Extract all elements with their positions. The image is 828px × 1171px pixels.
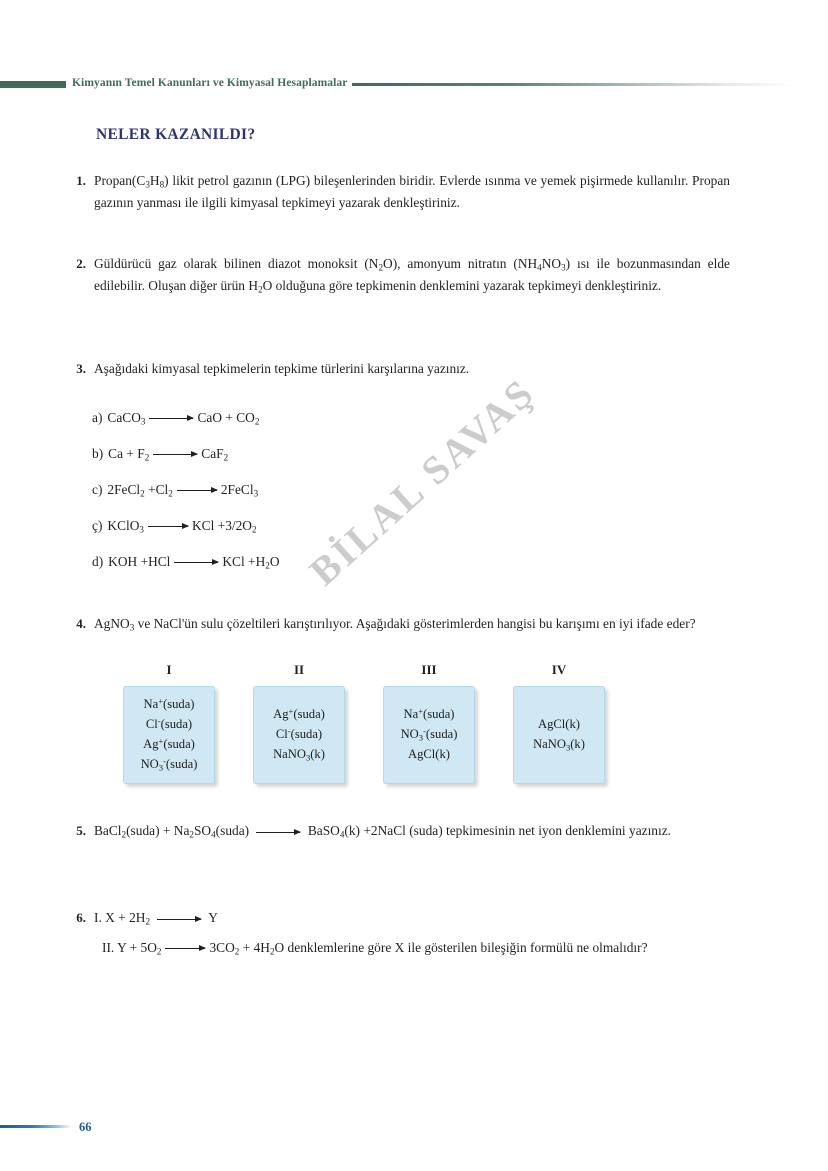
question-6-reactants: II. $Y + 5O_2$ xyxy=(102,940,162,957)
question-4-number: 4. xyxy=(76,616,86,631)
ion-species: Na+(suda) xyxy=(403,706,455,722)
option-numeral-1: I xyxy=(166,662,172,677)
option-numeral-row xyxy=(104,662,624,678)
option-cell-1 xyxy=(104,686,234,784)
question-1-number: 1. xyxy=(76,173,86,188)
equation-row-d xyxy=(92,544,280,580)
footer-gradient-rule xyxy=(0,1125,72,1128)
ion-species: Ag+(suda) xyxy=(273,706,325,722)
equation-c-products: 2FeCl$_3$ xyxy=(220,481,259,499)
ion-species: Cl-(suda) xyxy=(275,726,323,742)
header-gradient-rule xyxy=(352,83,801,86)
option-box-2[interactable] xyxy=(253,686,345,784)
ion-species: $NO_3^-(suda)$ xyxy=(400,726,458,743)
question-6 xyxy=(72,907,218,929)
question-6-line-2 xyxy=(102,940,648,957)
header-accent-bar xyxy=(0,81,66,88)
ion-species: NaNO$_3$(k) xyxy=(533,736,585,753)
ion-species: $NO_3^-(suda)$ xyxy=(140,756,198,773)
reaction-arrow-icon xyxy=(148,521,188,531)
option-box-4[interactable] xyxy=(513,686,605,784)
question-2 xyxy=(72,253,730,298)
equation-a-reactants: CaCO$_3$ xyxy=(107,409,146,427)
option-numeral-2: II xyxy=(293,662,305,677)
equation-b-products: CaF$_2$ xyxy=(201,445,229,463)
question-1 xyxy=(72,170,730,214)
ion-species: AgCl(k) xyxy=(408,746,450,761)
question-4-text: AgNO$_3$ ve NaCl'ün sulu çözeltileri karıştırılıyor. Aşağıdaki gösterimlerden hangisi bu karışımı en iyi ifade eder? xyxy=(94,616,696,633)
section-title: NELER KAZANILDI? xyxy=(96,126,256,143)
question-3-number: 3. xyxy=(76,361,86,376)
equation-c-label: c) xyxy=(92,482,103,497)
equation-d-products: KCl $+H_2O$ xyxy=(222,553,280,571)
reaction-arrow-icon xyxy=(165,943,205,953)
reaction-arrow-icon xyxy=(174,557,218,567)
option-boxes-row xyxy=(104,686,624,784)
equation-c-reactants: 2FeCl$_2$ $+Cl_2$ xyxy=(107,481,173,499)
equation-a-label: a) xyxy=(92,410,103,425)
question-5 xyxy=(72,820,730,842)
question-3-equation-list xyxy=(92,400,280,580)
question-6-products-and-prompt: $3CO_2 + 4H_2O$ denklemlerine göre X ile gösterilen bileşiğin formülü ne olmalıdır? xyxy=(209,940,648,957)
option-box-3[interactable] xyxy=(383,686,475,784)
equation-d-reactants: KOH +HCl xyxy=(108,554,171,569)
reaction-arrow-icon xyxy=(256,827,300,837)
equation-a-products: CaO + $CO_2$ xyxy=(197,409,260,427)
reaction-arrow-icon xyxy=(157,914,201,924)
ion-species: Ag+(suda) xyxy=(143,736,195,751)
equation-b-label: b) xyxy=(92,446,104,461)
question-4 xyxy=(72,613,730,635)
option-cell-2 xyxy=(234,686,364,784)
option-numeral-4: IV xyxy=(551,662,567,677)
equation-row-a xyxy=(92,400,280,436)
equation-row-b xyxy=(92,436,280,472)
option-cell-4 xyxy=(494,686,624,784)
question-6-number: 6. xyxy=(76,910,86,925)
equation-row-c xyxy=(92,472,280,508)
question-3-text: Aşağıdaki kimyasal tepkimelerin tepkime türlerini karşılarına yazınız. xyxy=(94,361,470,376)
option-cell-3 xyxy=(364,686,494,784)
running-header xyxy=(0,74,828,94)
reaction-arrow-icon xyxy=(177,485,217,495)
reaction-arrow-icon xyxy=(149,413,193,423)
equation-d-label: d) xyxy=(92,554,104,569)
question-2-text: Güldürücü gaz olarak bilinen diazot monoksit $(N_2O)$, amonyum nitratın $(NH_4NO_3)$ ısı ile bozunmasından elde edilebilir. Oluşan diğer ürün $H_2O$ olduğuna göre tepkimenin denklemini yazarak tepkimeyi denkleştiriniz. xyxy=(94,256,730,295)
equation-c-cedilla-label: ç) xyxy=(92,518,103,533)
page-footer xyxy=(0,1121,300,1134)
option-numeral-3: III xyxy=(421,662,437,677)
question-3 xyxy=(72,358,730,380)
ion-species: NaNO$_3$(k) xyxy=(273,746,325,763)
ion-species: Na+(suda) xyxy=(143,696,195,712)
page-number: 66 xyxy=(79,1119,92,1134)
ion-species: AgCl(k) xyxy=(538,717,580,732)
ion-species: Cl-(suda) xyxy=(145,716,193,732)
reaction-arrow-icon xyxy=(153,449,197,459)
watermark-text: BİLAL SAVAŞ xyxy=(300,369,544,595)
option-box-1[interactable] xyxy=(123,686,215,784)
equation-c-cedilla-reactants: KClO$_3$ xyxy=(107,517,144,535)
equation-c-cedilla-products: KCl $+3/2O_2$ xyxy=(191,517,257,535)
question-2-number: 2. xyxy=(76,256,86,271)
question-1-text: $Propan(C_3H_8)$ likit petrol gazının (LPG) bileşenlerinden biridir. Evlerde ısınma ve yemek pişirmede kullanılır. Propan gazının yanması ile ilgili kimyasal tepkimeyi yazarak denkleştiriniz. xyxy=(94,173,730,211)
question-6-line-1: I. $X + 2H_2$ Y xyxy=(94,910,218,927)
question-5-text: BaCl$_2$(suda) + $Na_2SO_4(suda)$ BaSO$_4$(k) +2NaCl (suda) tepkimesinin net iyon denklemini yazınız. xyxy=(94,823,672,840)
equation-row-c-cedilla xyxy=(92,508,280,544)
question-5-number: 5. xyxy=(76,823,86,838)
running-header-title: Kimyanın Temel Kanunları ve Kimyasal Hesaplamalar xyxy=(72,77,348,90)
equation-b-reactants: $Ca + F_2$ xyxy=(108,445,150,463)
